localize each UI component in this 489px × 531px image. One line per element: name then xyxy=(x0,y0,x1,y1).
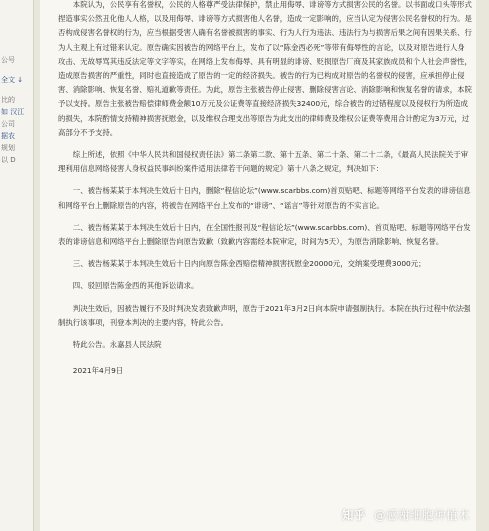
document-body xyxy=(58,0,472,378)
sidebar-fragment[interactable]: 全文 ↓ xyxy=(1,76,24,84)
ruling-item-1: 一、被告杨某某于本判决生效后十日内，删除“程信论坛”(www.scarbbs.com)首页贴吧、标题等网络平台发表的诽谤信息和网络平台上删除原告的内容，将被告在网络平台上发布的“诽谤”、“谣言”等针对原告的不实言论。 xyxy=(58,186,471,210)
watermark-author: @感谢细胞种植术 xyxy=(374,508,470,522)
sidebar-fragment[interactable]: 如 汉江 xyxy=(1,108,25,116)
zhihu-watermark xyxy=(342,507,470,523)
left-sidebar xyxy=(0,0,34,531)
ruling-item-4: 四、驳回原告陈金西的其他诉讼请求。 xyxy=(72,281,199,291)
sidebar-fragment[interactable]: 据农 xyxy=(1,132,15,140)
ruling-item-2: 二、被告杨某某于本判决生效后十日内，在全国性报刊及“程信论坛”(www.scarbbs.com)、首页贴吧、标题等网络平台发表的诽谤信息和网络平台上删除原告向原告致歉（致歉内容需经本院审定，时间为5天），为原告消除影响、恢复名誉。 xyxy=(58,222,471,247)
sidebar-fragment: 公号 xyxy=(1,56,15,64)
judgment-document xyxy=(40,0,476,531)
ruling-item-3: 三、被告杨某某于本判决生效后十日内向原告陈金西赔偿精神损害抚慰金20000元，交纳案受理费3000元； xyxy=(72,259,426,269)
sidebar-fragment: 以 D xyxy=(1,156,16,164)
legal-basis-paragraph: 综上所述，依照《中华人民共和国侵权责任法》第二条第二款、第十五条、第二十条、第二十二条，《最高人民法院关于审理利用信息网络侵害人身权益民事纠纷案件适用法律若干问题的规定》第十八条之规定，判决如下： xyxy=(58,150,469,174)
court-signature: 特此公告。永嘉县人民法院 xyxy=(72,340,162,350)
court-reasoning-paragraph: 本院认为，公民享有名誉权，公民的人格尊严受法律保护，禁止用侮辱、诽谤等方式损害公民的名誉。以书面或口头等形式捏造事实公然丑化他人人格，以及用侮辱、诽谤等方式损害他人名誉，造成一定影响的，应当认定为侵害公民名誉权的行为。是否构成侵害名誉权的行为，应当根据受害人确有名誉被损害的事实、行为人行为违法、违法行为与损害后果之间有因果关系、行为人主观上有过错来认定。原告确实因被告的网络平台上，发布了以“陈金西必死”等带有侮辱性的言论，以及对原告进行人身攻击、无故辱骂其违反法定等文字等实，在网络上发布侮辱、具有明显的诽谤、贬损原告厂商及其家族成员和个人社会声誉性，造成原告损害的严重性，同时也直接造成了原告的一定的经济损失。被告的行为已构成对原告的名誉权的侵害，应承担停止侵害、消除影响、恢复名誉、赔礼道歉等责任。为此，原告主张被告停止侵害、删除侵害言论、消除影响和恢复名誉的请求，本院予以支持。原告主张被告赔偿律师费金额10万元及公证费等直接经济损失32400元，综合被告的过错程度以及侵权行为所造成的损失，本院酌情支持精神损害抚慰金，以及维权合理支出等原告为此支出的律师费及维权公证费等费用合计酌定为3万元，过高部分不予支持。 xyxy=(58,0,472,137)
document-date: 2021年4月9日 xyxy=(72,366,124,376)
zhihu-logo: 知乎 xyxy=(341,508,366,522)
sidebar-fragment: 规划 xyxy=(1,144,15,152)
sidebar-fragment: 比的 xyxy=(1,96,15,104)
sidebar-fragment: 公司 xyxy=(1,120,15,128)
enforcement-paragraph: 判决生效后，因被告履行不及时判决发表致歉声明，原告于2021年3月2日向本院申请强制执行。本院在执行过程中依法强制执行该事项，刊登本判决的主要内容，特此公告。 xyxy=(58,303,471,327)
